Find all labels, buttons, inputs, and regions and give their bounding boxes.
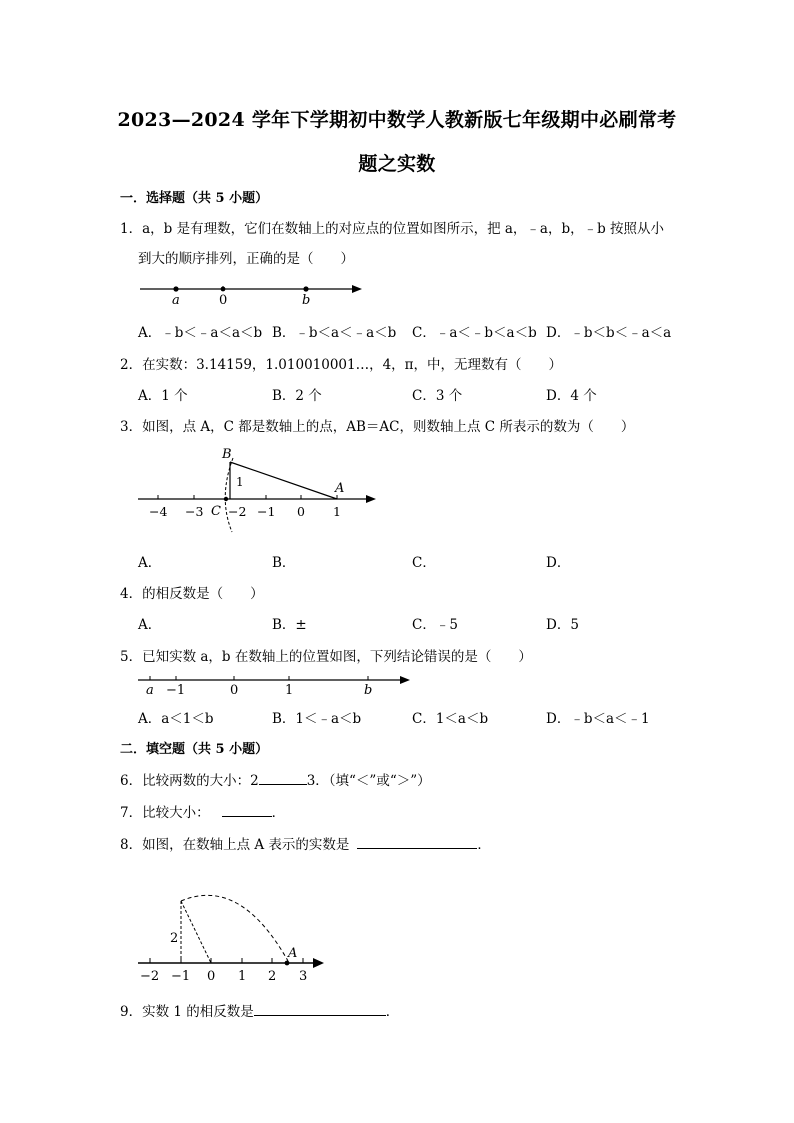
label-b: b (364, 683, 373, 698)
question-1-text: 1．a，b 是有理数，它们在数轴上的对应点的位置如图所示，把 a，﹣a，b，﹣b 按照从小 (120, 221, 665, 237)
question-9 (120, 1000, 399, 1020)
question-3-text: 3．如图，点 A，C 都是数轴上的点，AB＝AC，则数轴上点 C 所表示的数为（ ） (120, 419, 635, 435)
q1-option-d[interactable]: D．﹣b＜b＜﹣a＜a (546, 325, 672, 341)
answer-blank[interactable] (259, 770, 307, 785)
point-a (173, 286, 178, 291)
question-9-text: 9．实数 1 的相反数是 (120, 1004, 254, 1020)
q2-option-c[interactable]: C．3 个 (412, 388, 463, 404)
q5-option-d[interactable]: D．﹣b＜a＜﹣1 (546, 711, 650, 727)
label-a: a (146, 683, 154, 698)
question-5-text: 5．已知实数 a，b 在数轴上的位置如图，下列结论错误的是（ ） (120, 649, 532, 665)
label-side-1: 1 (236, 475, 244, 489)
q1-option-b[interactable]: B．﹣b＜a＜﹣a＜b (272, 325, 397, 341)
label-a: A (335, 481, 345, 496)
answer-blank[interactable] (222, 802, 272, 817)
label-one: 1 (285, 683, 294, 698)
q2-option-b[interactable]: B．2 个 (272, 388, 322, 404)
q2-option-a[interactable]: A．1 个 (138, 388, 188, 404)
question-6-text-after: 3．（填“＜”或“＞”） (306, 773, 431, 789)
label-height-2: 2 (170, 931, 179, 946)
question-7-text-after: ． (271, 805, 286, 821)
question-4-text: 4．的相反数是（ ） (120, 586, 264, 602)
label-zero: 0 (219, 293, 228, 308)
tick-label: −4 (149, 504, 168, 519)
section-heading-fill: 二．填空题（共 5 小题） (120, 742, 269, 757)
q1-option-c[interactable]: C．﹣a＜﹣b＜a＜b (412, 325, 537, 341)
q5-option-b[interactable]: B．1＜﹣a＜b (272, 711, 362, 727)
point-c (224, 497, 228, 501)
label-a: A (288, 946, 298, 961)
tick-label: −1 (171, 969, 191, 984)
question-8-text-after: ． (477, 837, 491, 853)
question-9-text-after: ． (385, 1004, 400, 1020)
question-8-text: 8．如图，在数轴上点 A 表示的实数是 (120, 837, 350, 853)
q5-option-c[interactable]: C．1＜a＜b (412, 711, 489, 727)
page-title: 2023—2024 学年下学期初中数学人教新版七年级期中必刷常考 (117, 109, 677, 131)
tick-label: 3 (299, 969, 308, 984)
question-3-figure (130, 440, 390, 535)
question-2-text: 2．在实数：3.14159，1.010010001…，4，π，中，无理数有（ ） (120, 357, 563, 373)
question-6-text: 6．比较两数的大小：2 (120, 773, 259, 789)
q3-option-d[interactable]: D． (546, 555, 571, 571)
point-b (303, 286, 308, 291)
label-a: a (172, 293, 180, 308)
tick-label: −1 (257, 504, 276, 519)
section-heading-choice: 一．选择题（共 5 小题） (120, 191, 269, 206)
tick-label: 1 (238, 969, 247, 984)
question-7 (120, 801, 285, 821)
label-b: b (302, 293, 311, 308)
label-c: C (211, 504, 221, 519)
label-zero: 0 (230, 683, 239, 698)
answer-blank[interactable] (254, 1001, 386, 1016)
tick-label: 2 (268, 969, 277, 984)
tick-label: 0 (207, 969, 216, 984)
q1-option-a[interactable]: A．﹣b＜﹣a＜a＜b (138, 325, 263, 341)
q4-option-a[interactable]: A． (138, 617, 162, 633)
point-a (285, 961, 290, 966)
q3-option-c[interactable]: C． (412, 555, 436, 571)
label-minus-1: −1 (166, 683, 186, 698)
tick-label: −2 (140, 969, 160, 984)
question-8 (120, 833, 491, 853)
tick-label: −3 (185, 504, 204, 519)
label-b: B (222, 447, 232, 462)
page-title-line2: 题之实数 (358, 153, 436, 175)
question-5-number-line (130, 670, 420, 700)
question-1-number-line (130, 278, 370, 308)
question-1-text-line2: 到大的顺序排列，正确的是（ ） (138, 251, 354, 267)
q3-option-a[interactable]: A． (138, 555, 162, 571)
q4-option-c[interactable]: C．﹣5 (412, 617, 458, 633)
question-6 (120, 769, 431, 789)
q3-option-b[interactable]: B． (272, 555, 296, 571)
q4-option-b[interactable]: B．± (272, 617, 307, 633)
question-8-figure (130, 888, 340, 988)
tick-label: −2 (228, 504, 247, 519)
q2-option-d[interactable]: D．4 个 (546, 388, 597, 404)
question-7-text: 7．比较大小： (120, 805, 210, 821)
tick-label: 1 (333, 504, 341, 519)
q4-option-d[interactable]: D．5 (546, 617, 579, 633)
q5-option-a[interactable]: A．a＜1＜b (138, 711, 214, 727)
point-zero (221, 287, 226, 292)
tick-label: 0 (297, 504, 305, 519)
answer-blank[interactable] (357, 834, 477, 849)
